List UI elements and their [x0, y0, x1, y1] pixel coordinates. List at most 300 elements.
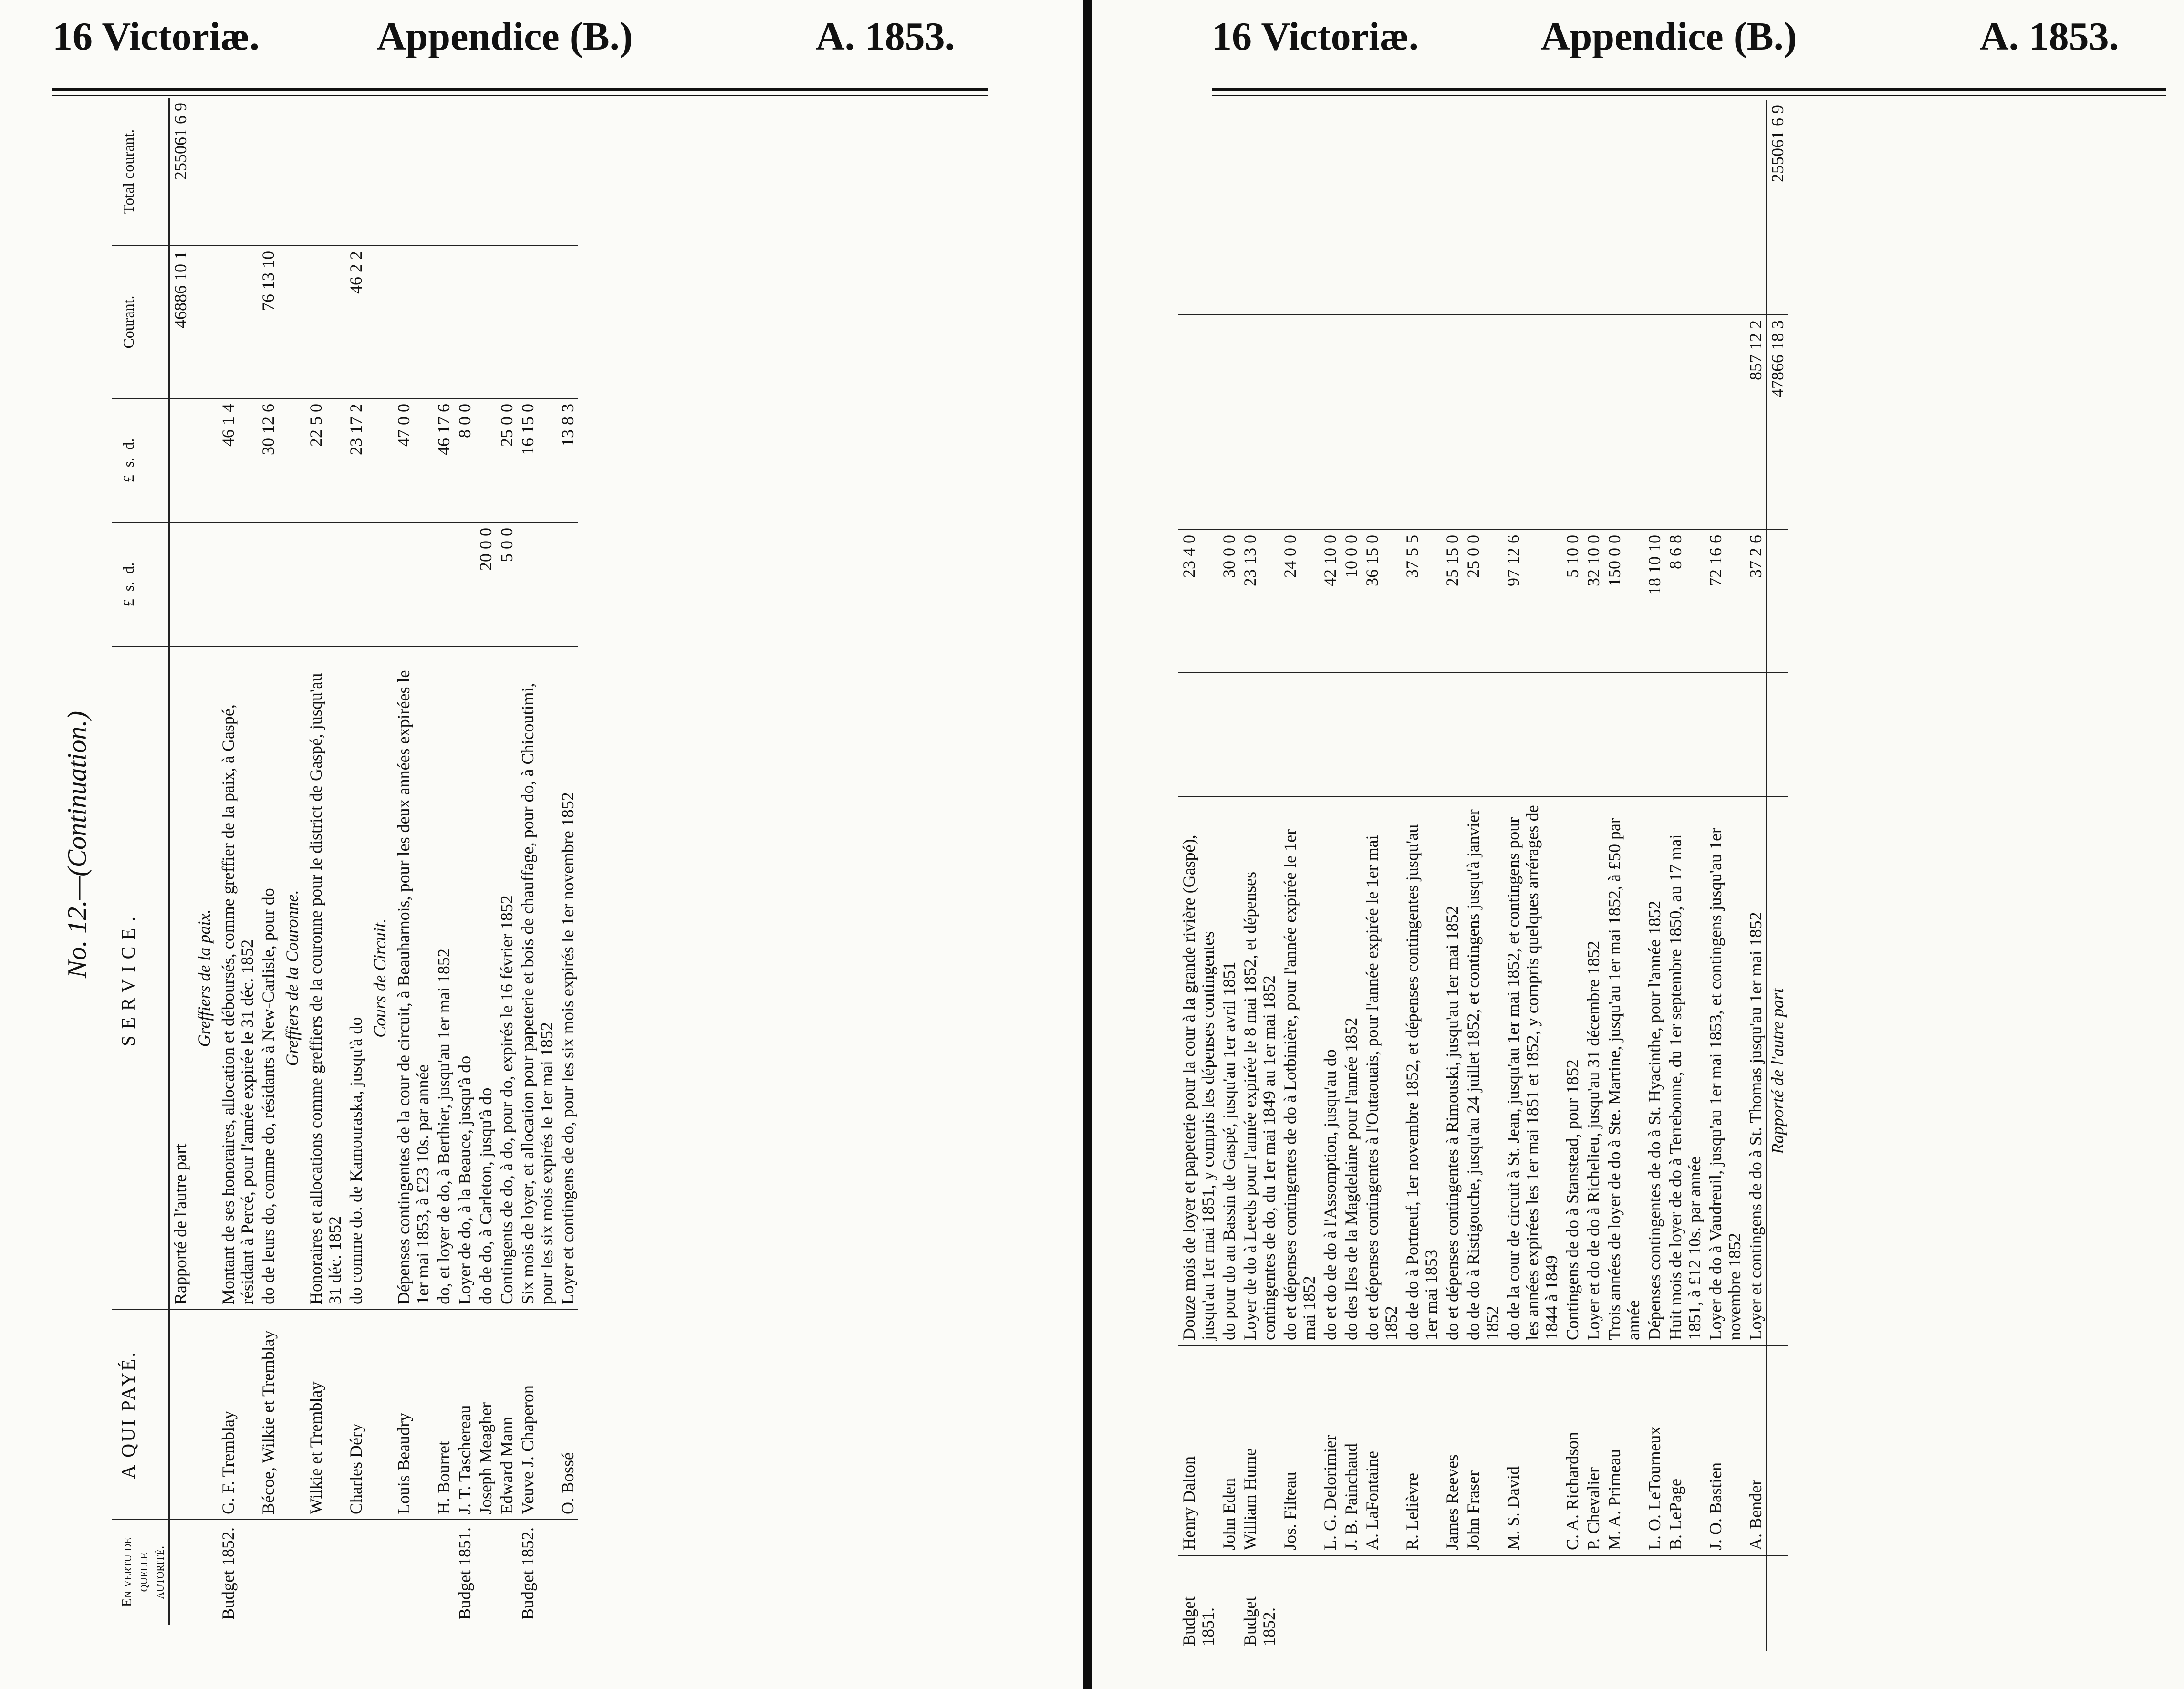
- right-table-body: [1178, 100, 1788, 1651]
- total-cell: [1362, 100, 1402, 315]
- total-cell: [1705, 100, 1745, 315]
- amount-a-cell: [279, 522, 305, 646]
- courant-cell: [517, 246, 557, 398]
- authority-cell: [1665, 1555, 1705, 1651]
- col-total-label: Total courant.: [120, 129, 137, 214]
- right-page: [1092, 0, 2184, 1689]
- service-cell: Contingents de do, à do, pour do, expirés le 16 février 1852: [496, 646, 517, 1310]
- amount-b-cell: 8 0 0: [454, 398, 475, 522]
- amount-a-cell: [1583, 673, 1604, 797]
- authority-cell: [1745, 1555, 1767, 1651]
- col-pound: £: [120, 599, 137, 607]
- header-rule: [52, 88, 988, 91]
- amount-b-cell: 23 17 2: [345, 398, 366, 522]
- authority-cell: [475, 1520, 496, 1625]
- service-cell: Loyer de do à Leeds pour l'année expirée le 8 mai 1852, et dépenses contingentes de do, du 1er mai 1849 au 1er mai 1852: [1239, 797, 1279, 1345]
- total-cell: [1442, 100, 1463, 315]
- amount-b-cell: [169, 398, 191, 522]
- payee-cell: B. LePage: [1665, 1345, 1705, 1555]
- table-row: [517, 98, 557, 1625]
- courant-cell: [1341, 315, 1362, 530]
- amount-a-cell: [1442, 673, 1463, 797]
- col-total: [112, 98, 169, 246]
- payee-cell: Henry Dalton: [1178, 1345, 1218, 1555]
- amount-b-cell: 22 5 0: [305, 398, 345, 522]
- amount-a-cell: [305, 522, 345, 646]
- payee-cell: L. G. Delorimier: [1320, 1345, 1341, 1555]
- total-cell: [1320, 100, 1341, 315]
- courant-cell: [191, 246, 218, 398]
- service-cell: Six mois de loyer, et allocation pour papeterie et bois de chauffage, pour do, à Chicoutimi, pour les six mois expirés le 1er mai 1852: [517, 646, 557, 1310]
- authority-cell: [393, 1520, 433, 1625]
- amount-b-cell: 36 15 0: [1362, 530, 1402, 673]
- amount-b-cell: 97 12 6: [1503, 530, 1562, 673]
- payee-cell: Veuve J. Chaperon: [517, 1310, 557, 1520]
- courant-cell: [1644, 315, 1665, 530]
- total-cell: [1279, 100, 1320, 315]
- authority-cell: [1767, 1555, 1788, 1651]
- courant-cell: [1665, 315, 1705, 530]
- total-cell: [454, 98, 475, 246]
- courant-cell: 46886 10 1: [169, 246, 191, 398]
- payee-cell: James Reeves: [1442, 1345, 1463, 1555]
- courant-cell: [366, 246, 393, 398]
- total-cell: 255061 6 9: [1767, 100, 1788, 315]
- table-row: [345, 98, 366, 1625]
- amount-a-cell: [1402, 673, 1442, 797]
- table-row: [1442, 100, 1463, 1651]
- courant-cell: [1583, 315, 1604, 530]
- payment-table-left: [112, 98, 578, 1625]
- table-row: [1362, 100, 1402, 1651]
- amount-a-cell: [1362, 673, 1402, 797]
- table-row: [1583, 100, 1604, 1651]
- amount-a-cell: [1503, 673, 1562, 797]
- header-year: A. 1853.: [1980, 14, 2119, 59]
- amount-a-cell: [1178, 673, 1218, 797]
- authority-cell: [366, 1520, 393, 1625]
- authority-cell: Budget 1852.: [1239, 1555, 1279, 1651]
- table-row: [1341, 100, 1362, 1651]
- service-cell: do de do à Portneuf, 1er novembre 1852, et dépenses contingentes jusqu'au 1er mai 1853: [1402, 797, 1442, 1345]
- total-cell: [1239, 100, 1279, 315]
- table-row: [258, 98, 279, 1625]
- table-row: [1239, 100, 1279, 1651]
- courant-cell: [1503, 315, 1562, 530]
- amount-b-cell: 30 12 6: [258, 398, 279, 522]
- table-title: No. 12.—(Continuation.): [62, 710, 92, 978]
- amount-b-cell: 23 4 0: [1178, 530, 1218, 673]
- courant-cell: [279, 246, 305, 398]
- amount-b-cell: 47 0 0: [393, 398, 433, 522]
- total-cell: [496, 98, 517, 246]
- total-cell: [517, 98, 557, 246]
- authority-cell: [557, 1520, 578, 1625]
- amount-a-cell: [1341, 673, 1362, 797]
- courant-cell: [393, 246, 433, 398]
- col-pound: £: [120, 475, 137, 483]
- total-cell: [366, 98, 393, 246]
- payee-cell: J. T. Taschereau: [454, 1310, 475, 1520]
- payee-cell: A. LaFontaine: [1362, 1345, 1402, 1555]
- amount-a-cell: [191, 522, 218, 646]
- table-row: [366, 98, 393, 1625]
- col-courant-label: Courant.: [120, 295, 137, 349]
- total-cell: [218, 98, 258, 246]
- authority-cell: [1463, 1555, 1503, 1651]
- authority-cell: [496, 1520, 517, 1625]
- authority-cell: Budget 1852.: [218, 1520, 258, 1625]
- service-cell: Huit mois de loyer de do à Terrebonne, du 1er septembre 1850, au 17 mai 1851, à £12 10s. par année: [1665, 797, 1705, 1345]
- payee-cell: R. Lelièvre: [1402, 1345, 1442, 1555]
- col-shilling: s.: [120, 457, 137, 468]
- table-row: [1320, 100, 1341, 1651]
- payee-cell: A. Bender: [1745, 1345, 1767, 1555]
- amount-b-cell: 16 15 0: [517, 398, 557, 522]
- authority-cell: [169, 1520, 191, 1625]
- amount-a-cell: [1644, 673, 1665, 797]
- table-row: [1644, 100, 1665, 1651]
- left-table-frame: [112, 98, 985, 1625]
- table-row: [475, 98, 496, 1625]
- left-table-rotated: [112, 98, 985, 1625]
- amount-a-cell: [1239, 673, 1279, 797]
- table-row: [393, 98, 433, 1625]
- table-row: [1463, 100, 1503, 1651]
- service-cell: Greffiers de la paix.: [191, 646, 218, 1310]
- courant-cell: [1279, 315, 1320, 530]
- payee-cell: C. A. Richardson: [1562, 1345, 1583, 1555]
- total-cell: [1503, 100, 1562, 315]
- table-row: [191, 98, 218, 1625]
- table-row: [1218, 100, 1239, 1651]
- amount-a-cell: [218, 522, 258, 646]
- amount-b-cell: [475, 398, 496, 522]
- payee-cell: Bécoe, Wilkie et Tremblay: [258, 1310, 279, 1520]
- amount-b-cell: 72 16 6: [1705, 530, 1745, 673]
- amount-a-cell: [1604, 673, 1644, 797]
- service-cell: do de do, à Carleton, jusqu'à do: [475, 646, 496, 1310]
- table-row: [305, 98, 345, 1625]
- table-row: [433, 98, 454, 1625]
- payee-cell: John Fraser: [1463, 1345, 1503, 1555]
- header-rule-thin: [1212, 95, 2166, 96]
- courant-cell: 76 13 10: [258, 246, 279, 398]
- authority-cell: [258, 1520, 279, 1625]
- payee-cell: [279, 1310, 305, 1520]
- table-row: [1178, 100, 1218, 1651]
- payee-cell: M. A. Primeau: [1604, 1345, 1644, 1555]
- total-cell: [1463, 100, 1503, 315]
- header-appendix: Appendice (B.): [1541, 14, 1797, 59]
- authority-cell: [1218, 1555, 1239, 1651]
- service-cell: do comme do. de Kamouraska, jusqu'à do: [345, 646, 366, 1310]
- header-session: 16 Victoriæ.: [1212, 14, 1419, 59]
- authority-cell: [1705, 1555, 1745, 1651]
- payee-cell: P. Chevalier: [1583, 1345, 1604, 1555]
- total-cell: [393, 98, 433, 246]
- amount-b-cell: 42 10 0: [1320, 530, 1341, 673]
- service-cell: do des Iles de la Magdelaine pour l'année 1852: [1341, 797, 1362, 1345]
- table-row: [454, 98, 475, 1625]
- table-row: [1745, 100, 1767, 1651]
- amount-b-cell: 5 10 0: [1562, 530, 1583, 673]
- service-cell: Rapporté de l'autre part: [1767, 797, 1788, 1345]
- payee-cell: L. O. LeTourneux: [1644, 1345, 1665, 1555]
- header-appendix: Appendice (B.): [377, 14, 633, 59]
- courant-cell: [557, 246, 578, 398]
- courant-cell: [1320, 315, 1341, 530]
- authority-cell: Budget 1851.: [1178, 1555, 1218, 1651]
- total-cell: [191, 98, 218, 246]
- amount-b-cell: 24 0 0: [1279, 530, 1320, 673]
- service-cell: Loyer de do à Vaudreuil, jusqu'au 1er mai 1853, et contingens jusqu'au 1er novembre 1852: [1705, 797, 1745, 1345]
- amount-a-cell: [1320, 673, 1341, 797]
- amount-b-cell: 32 10 0: [1583, 530, 1604, 673]
- total-cell: [1644, 100, 1665, 315]
- courant-cell: 857 12 2: [1745, 315, 1767, 530]
- service-cell: do, et loyer de do, à Berthier, jusqu'au 1er mai 1852: [433, 646, 454, 1310]
- amount-b-cell: 30 0 0: [1218, 530, 1239, 673]
- amount-b-cell: 13 8 3: [557, 398, 578, 522]
- total-cell: [305, 98, 345, 246]
- amount-a-cell: [393, 522, 433, 646]
- service-cell: Loyer de do, à la Beauce, jusqu'à do: [454, 646, 475, 1310]
- payee-cell: [169, 1310, 191, 1520]
- service-cell: do et dépenses contingentes à Rimouski, jusqu'au 1er mai 1852: [1442, 797, 1463, 1345]
- service-cell: do de la cour de circuit à St. Jean, jusqu'au 1er mai 1852, et contingens pour les années expirées les 1er mai 1851 et 1852, y compris quelques arrérages de 1844 à 1849: [1503, 797, 1562, 1345]
- payee-cell: [191, 1310, 218, 1520]
- amount-a-cell: [433, 522, 454, 646]
- table-row: [1503, 100, 1562, 1651]
- courant-cell: [496, 246, 517, 398]
- amount-b-cell: 10 0 0: [1341, 530, 1362, 673]
- table-row: [1705, 100, 1745, 1651]
- col-pence: d.: [120, 562, 137, 574]
- col-amount-a: [112, 522, 169, 646]
- authority-cell: [305, 1520, 345, 1625]
- amount-a-cell: [1463, 673, 1503, 797]
- authority-cell: [1341, 1555, 1362, 1651]
- col-courant: [112, 246, 169, 398]
- service-cell: do de do à Ristigouche, jusqu'au 24 juillet 1852, et contingens jusqu'à janvier 1852: [1463, 797, 1503, 1345]
- service-cell: Loyer et contingens de do à St. Thomas jusqu'au 1er mai 1852: [1745, 797, 1767, 1345]
- courant-cell: [305, 246, 345, 398]
- payee-cell: Charles Déry: [345, 1310, 366, 1520]
- authority-cell: [1644, 1555, 1665, 1651]
- amount-a-cell: [454, 522, 475, 646]
- left-table-body: [169, 98, 579, 1625]
- payee-cell: Jos. Filteau: [1279, 1345, 1320, 1555]
- authority-cell: [433, 1520, 454, 1625]
- courant-cell: [433, 246, 454, 398]
- authority-cell: [191, 1520, 218, 1625]
- service-cell: Dépenses contingentes de la cour de circuit, à Beauharnois, pour les deux années expirées le 1er mai 1853, à £23 10s. par année: [393, 646, 433, 1310]
- payee-cell: H. Bourret: [433, 1310, 454, 1520]
- amount-a-cell: [258, 522, 279, 646]
- table-row: [1402, 100, 1442, 1651]
- col-pence: d.: [120, 438, 137, 450]
- amount-b-cell: 8 6 8: [1665, 530, 1705, 673]
- amount-a-cell: [366, 522, 393, 646]
- courant-cell: 46 2 2: [345, 246, 366, 398]
- table-row: [1767, 100, 1788, 1651]
- total-cell: [433, 98, 454, 246]
- total-cell: [1178, 100, 1218, 315]
- amount-a-cell: [345, 522, 366, 646]
- authority-cell: Budget 1852.: [517, 1520, 557, 1625]
- service-cell: do et do de do à l'Assomption, jusqu'au do: [1320, 797, 1341, 1345]
- service-cell: do et dépenses contingentes de do à Lotbinière, pour l'année expirée le 1er mai 1852: [1279, 797, 1320, 1345]
- payment-table-right: [1178, 100, 1788, 1651]
- amount-a-cell: [517, 522, 557, 646]
- payee-cell: Louis Beaudry: [393, 1310, 433, 1520]
- total-cell: [1218, 100, 1239, 315]
- courant-cell: [1362, 315, 1402, 530]
- courant-cell: [454, 246, 475, 398]
- right-table-rotated: [1178, 100, 2171, 1651]
- payee-cell: O. Bossé: [557, 1310, 578, 1520]
- service-cell: Cours de Circuit.: [366, 646, 393, 1310]
- left-page: [0, 0, 1083, 1689]
- total-cell: [1402, 100, 1442, 315]
- right-table-frame: [1178, 100, 2171, 1651]
- authority-cell: [1562, 1555, 1583, 1651]
- total-cell: [557, 98, 578, 246]
- amount-a-cell: [1665, 673, 1705, 797]
- courant-cell: [1218, 315, 1239, 530]
- payee-cell: William Hume: [1239, 1345, 1279, 1555]
- amount-a-cell: 20 0 0: [475, 522, 496, 646]
- header-rule-thin: [52, 95, 988, 96]
- amount-b-cell: 25 0 0: [496, 398, 517, 522]
- amount-b-cell: [366, 398, 393, 522]
- book-spine: [1083, 0, 1092, 1689]
- table-row: [557, 98, 578, 1625]
- service-cell: Dépenses contingentes de do à St. Hyacinthe, pour l'année 1852: [1644, 797, 1665, 1345]
- authority-cell: [1362, 1555, 1402, 1651]
- authority-cell: [1279, 1555, 1320, 1651]
- amount-b-cell: 23 13 0: [1239, 530, 1279, 673]
- authority-cell: Budget 1851.: [454, 1520, 475, 1625]
- total-cell: [1745, 100, 1767, 315]
- payee-cell: Joseph Meagher: [475, 1310, 496, 1520]
- service-cell: Douze mois de loyer et papeterie pour la cour à la grande rivière (Gaspé), jusqu'au 1er mai 1851, y compris les dépenses contingentes: [1178, 797, 1218, 1345]
- authority-cell: [1402, 1555, 1442, 1651]
- courant-cell: [475, 246, 496, 398]
- courant-cell: [218, 246, 258, 398]
- service-cell: Loyer et contingens de do, pour les six mois expirés le 1er novembre 1852: [557, 646, 578, 1310]
- total-cell: [1604, 100, 1644, 315]
- courant-cell: [1562, 315, 1583, 530]
- amount-b-cell: 25 0 0: [1463, 530, 1503, 673]
- amount-b-cell: 37 2 6: [1745, 530, 1767, 673]
- authority-cell: [1583, 1555, 1604, 1651]
- amount-a-cell: [1279, 673, 1320, 797]
- table-row: [279, 98, 305, 1625]
- amount-a-cell: [1562, 673, 1583, 797]
- payee-cell: [1767, 1345, 1788, 1555]
- header-year: A. 1853.: [816, 14, 955, 59]
- table-row: [218, 98, 258, 1625]
- amount-b-cell: 150 0 0: [1604, 530, 1644, 673]
- amount-a-cell: 5 0 0: [496, 522, 517, 646]
- payee-cell: Wilkie et Tremblay: [305, 1310, 345, 1520]
- total-cell: [475, 98, 496, 246]
- amount-b-cell: 46 17 6: [433, 398, 454, 522]
- service-cell: Trois années de loyer de do à Ste. Martine, jusqu'au 1er mai 1852, à £50 par année: [1604, 797, 1644, 1345]
- payee-cell: J. O. Bastien: [1705, 1345, 1745, 1555]
- amount-b-cell: 37 5 5: [1402, 530, 1442, 673]
- payee-cell: G. F. Tremblay: [218, 1310, 258, 1520]
- service-cell: Honoraires et allocations comme greffiers de la couronne pour le district de Gaspé, jusqu'au 31 déc. 1852: [305, 646, 345, 1310]
- amount-b-cell: 18 10 10: [1644, 530, 1665, 673]
- amount-a-cell: [1705, 673, 1745, 797]
- authority-cell: [1442, 1555, 1463, 1651]
- service-cell: Rapporté de l'autre part: [169, 646, 191, 1310]
- table-row: [1665, 100, 1705, 1651]
- total-cell: [258, 98, 279, 246]
- amount-a-cell: [169, 522, 191, 646]
- header-session: 16 Victoriæ.: [52, 14, 260, 59]
- table-row: [1604, 100, 1644, 1651]
- service-cell: Montant de ses honoraires, allocation et déboursés, comme greffier de la paix, à Gaspé, résidant à Percé, pour l'année expirée le 31 déc. 1852: [218, 646, 258, 1310]
- col-payee: A QUI PAYÉ.: [112, 1310, 169, 1520]
- header-rule: [1212, 88, 2166, 91]
- payee-cell: M. S. David: [1503, 1345, 1562, 1555]
- service-cell: Contingens de do à Stanstead, pour 1852: [1562, 797, 1583, 1345]
- col-shilling: s.: [120, 581, 137, 592]
- table-row: [1279, 100, 1320, 1651]
- courant-cell: [1402, 315, 1442, 530]
- amount-b-cell: [1767, 530, 1788, 673]
- service-cell: Greffiers de la Couronne.: [279, 646, 305, 1310]
- col-amount-b: [112, 398, 169, 522]
- amount-a-cell: [557, 522, 578, 646]
- courant-cell: [1178, 315, 1218, 530]
- courant-cell: [1239, 315, 1279, 530]
- courant-cell: [1442, 315, 1463, 530]
- authority-cell: [1503, 1555, 1562, 1651]
- service-cell: do et dépenses contingentes à l'Outaouais, pour l'année expirée le 1er mai 1852: [1362, 797, 1402, 1345]
- total-cell: [1665, 100, 1705, 315]
- authority-cell: [345, 1520, 366, 1625]
- service-cell: do pour do au Bassin de Gaspé, jusqu'au 1er avril 1851: [1218, 797, 1239, 1345]
- total-cell: [279, 98, 305, 246]
- amount-a-cell: [1745, 673, 1767, 797]
- service-cell: Loyer et do de do à Richelieu, jusqu'au 31 décembre 1852: [1583, 797, 1604, 1345]
- courant-cell: [1604, 315, 1644, 530]
- amount-b-cell: 46 1 4: [218, 398, 258, 522]
- service-cell: do de leurs do, comme do, résidants à New-Carlisle, pour do: [258, 646, 279, 1310]
- courant-cell: [1463, 315, 1503, 530]
- courant-cell: 47866 18 3: [1767, 315, 1788, 530]
- total-cell: [1341, 100, 1362, 315]
- payee-cell: Edward Mann: [496, 1310, 517, 1520]
- payee-cell: John Eden: [1218, 1345, 1239, 1555]
- authority-cell: [1320, 1555, 1341, 1651]
- col-service: SERVICE.: [112, 646, 169, 1310]
- authority-cell: [1604, 1555, 1644, 1651]
- amount-b-cell: [191, 398, 218, 522]
- amount-b-cell: 25 15 0: [1442, 530, 1463, 673]
- table-row: [496, 98, 517, 1625]
- amount-a-cell: [1767, 673, 1788, 797]
- table-row: [169, 98, 191, 1625]
- authority-cell: [279, 1520, 305, 1625]
- amount-b-cell: [279, 398, 305, 522]
- total-cell: 255061 6 9: [171, 103, 190, 180]
